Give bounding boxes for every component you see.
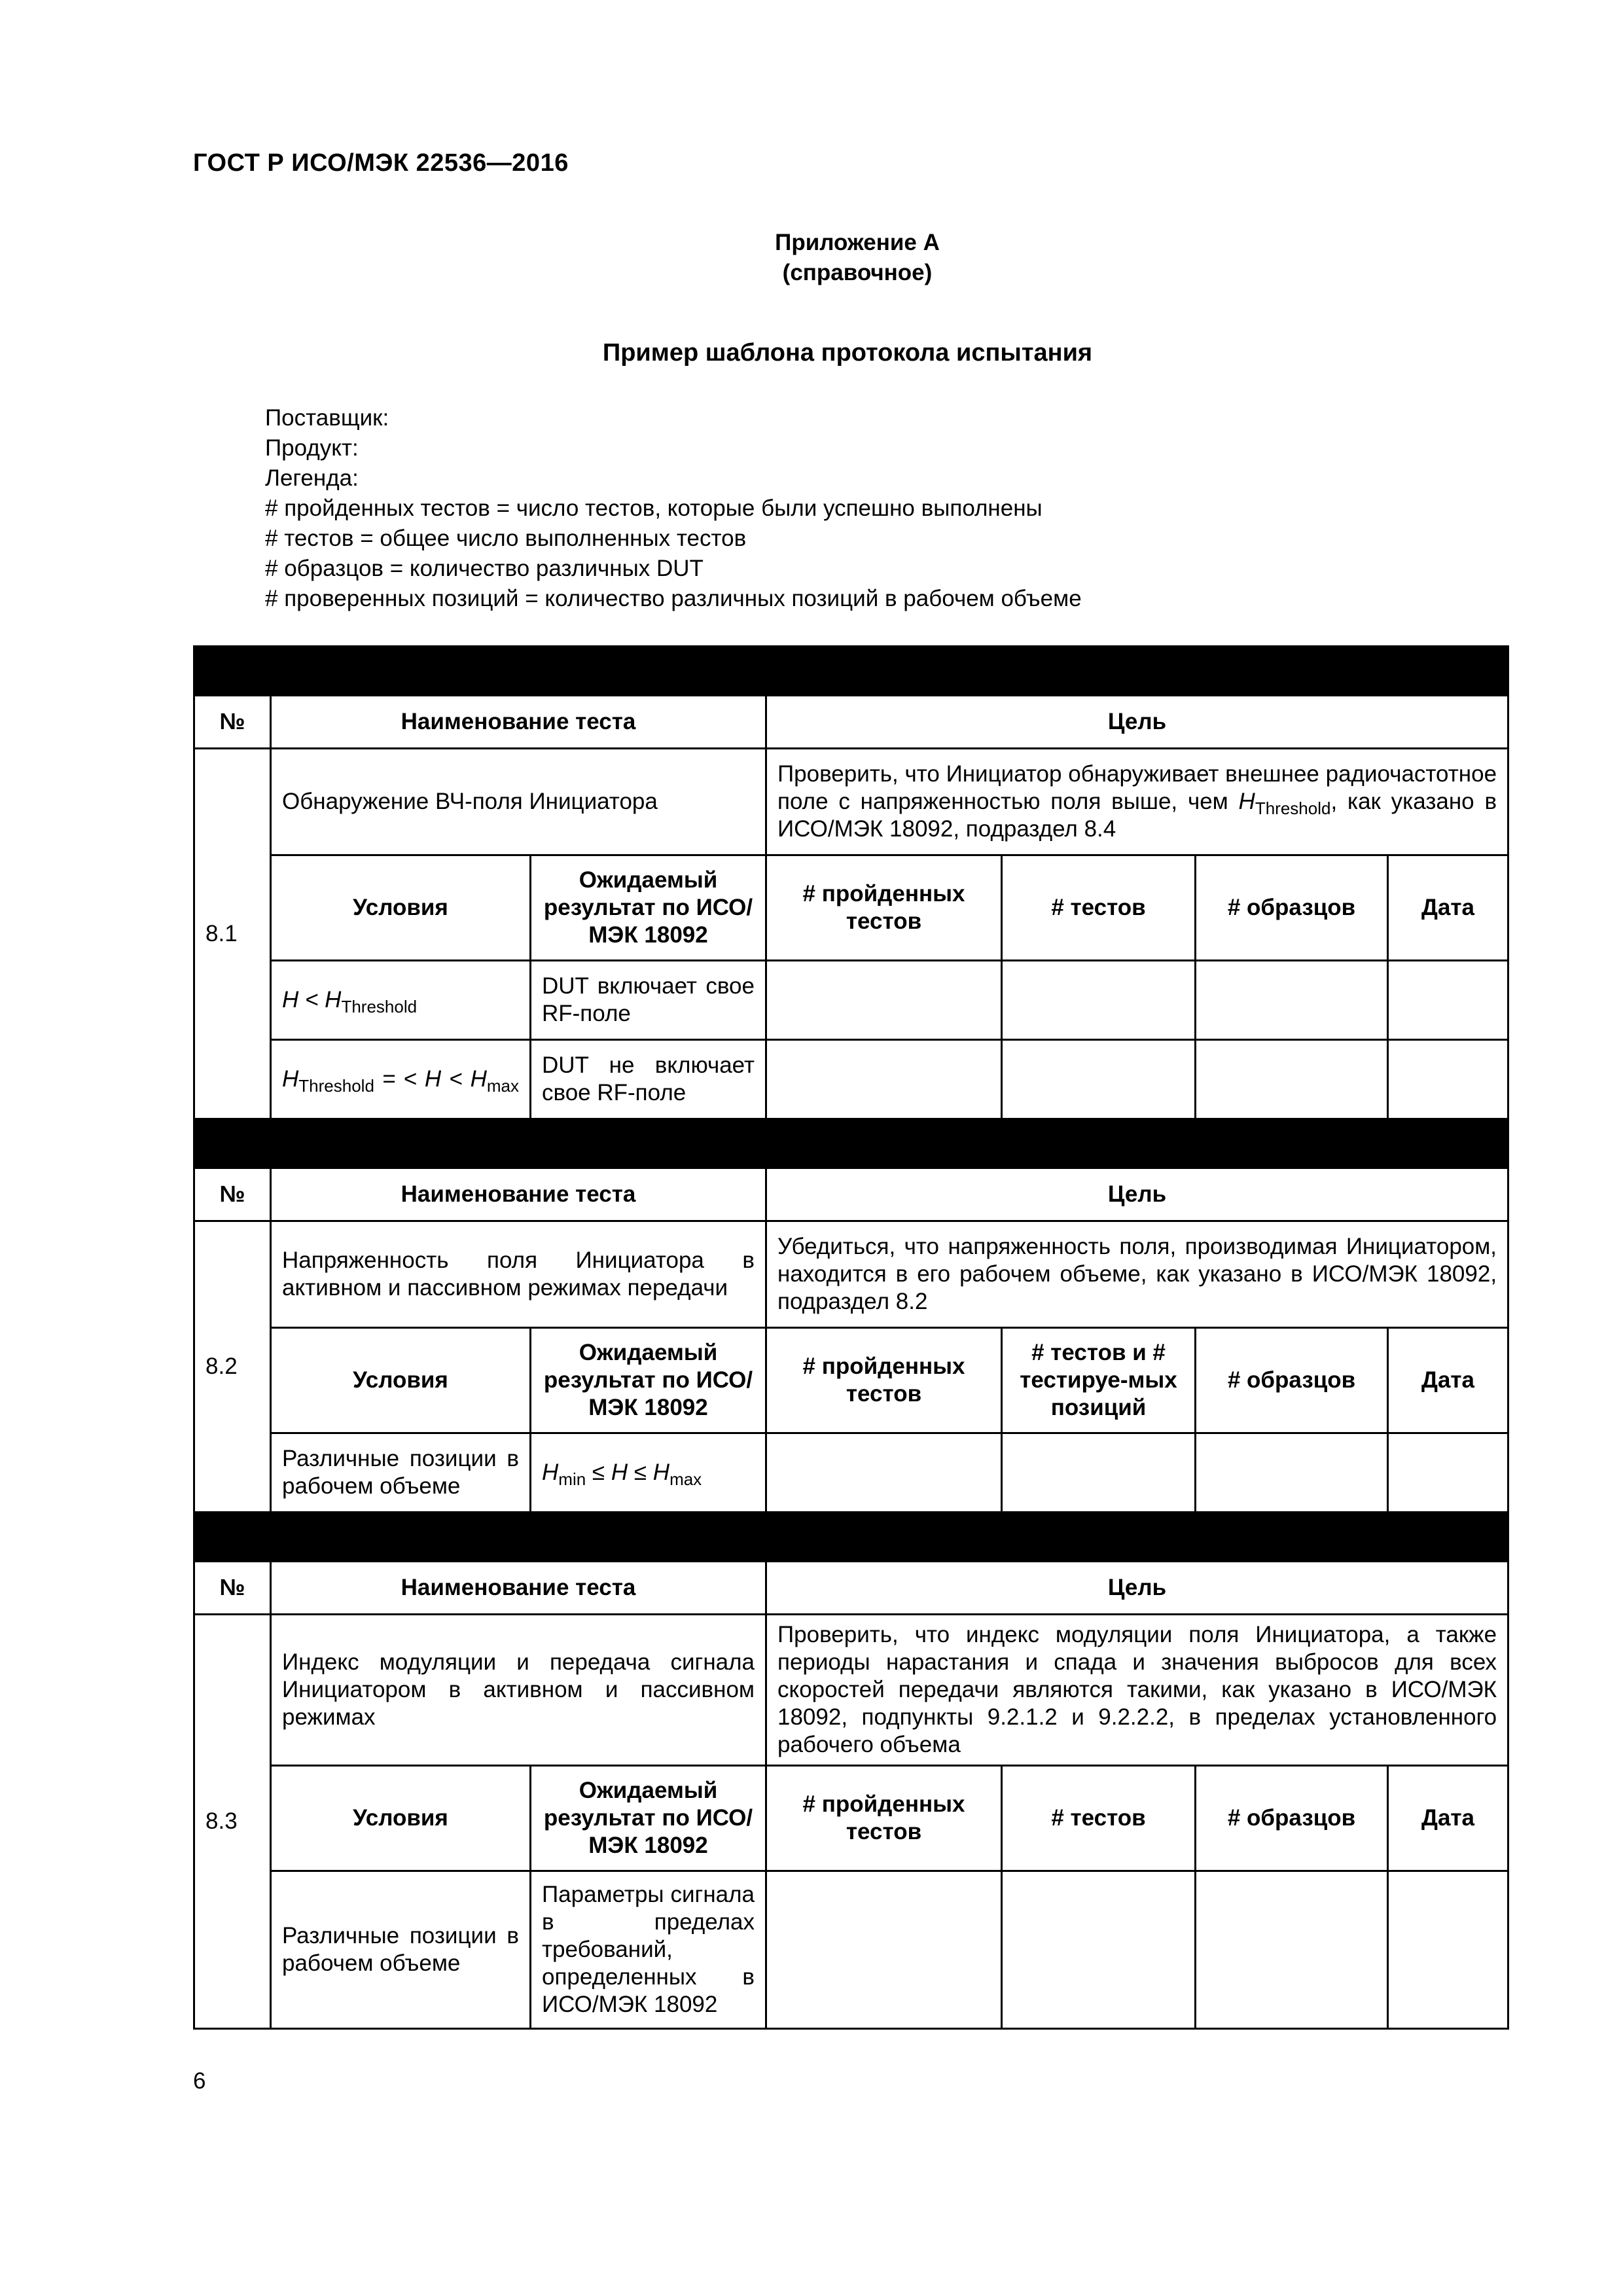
legend-item: # образцов = количество различных DUT	[265, 556, 704, 581]
expected-cell: DUT включает свое RF-поле	[531, 961, 766, 1040]
protocol-fields	[265, 403, 1082, 614]
condition-row	[194, 961, 1508, 1040]
samples-header: # образцов	[1196, 1766, 1388, 1871]
test-row	[194, 1615, 1508, 1766]
passed-cell[interactable]	[766, 961, 1002, 1040]
document-title: Пример шаблона протокола испытания	[602, 339, 1093, 367]
expected-header: Ожидаемый результат по ИСО/МЭК 18092	[531, 1766, 766, 1871]
test-name: Обнаружение ВЧ-поля Инициатора	[271, 749, 766, 855]
expected-cell: $H_{min} \le H \le H_{max}$	[531, 1433, 766, 1513]
condition-cell: Различные позиции в рабочем объеме	[271, 1871, 531, 2029]
samples-cell[interactable]	[1196, 1040, 1388, 1119]
tests-positions-header: # тестов и # тестируе-мых позиций	[1002, 1328, 1196, 1433]
test-name: Напряженность поля Инициатора в активном и пассивном режимах передачи	[271, 1221, 766, 1328]
supplier-field: Поставщик:	[265, 405, 389, 431]
col-num-header: №	[194, 1168, 271, 1221]
appendix-title: Приложение А	[775, 230, 940, 255]
samples-cell[interactable]	[1196, 961, 1388, 1040]
test-goal: Убедиться, что напряженность поля, производимая Инициатором, находится в его рабочем объеме, как указано в ИСО/МЭК 18092, подраздел 8.2	[766, 1221, 1508, 1328]
expected-header: Ожидаемый результат по ИСО/МЭК 18092	[531, 1328, 766, 1433]
test-name: Индекс модуляции и передача сигнала Инициатором в активном и пассивном режимах	[271, 1615, 766, 1766]
date-cell[interactable]	[1388, 1040, 1508, 1119]
tests-cell[interactable]	[1002, 1871, 1196, 2029]
section-separator-bar	[194, 1513, 1508, 1562]
test-row	[194, 1221, 1508, 1328]
legend-item: # тестов = общее число выполненных тестов	[265, 526, 747, 551]
test-number: 8.2	[194, 1221, 271, 1513]
condition-cell: Различные позиции в рабочем объеме	[271, 1433, 531, 1513]
appendix-heading	[772, 228, 942, 288]
col-goal-header: Цель	[766, 696, 1508, 749]
expected-cell: Параметры сигнала в пределах требований, определенных в ИСО/МЭК 18092	[531, 1871, 766, 2029]
test-number: 8.3	[194, 1615, 271, 2029]
samples-cell[interactable]	[1196, 1433, 1388, 1513]
conditions-header-row	[194, 1766, 1508, 1871]
conditions-header-row	[194, 855, 1508, 961]
tests-cell[interactable]	[1002, 961, 1196, 1040]
test-number: 8.1	[194, 749, 271, 1119]
passed-cell[interactable]	[766, 1433, 1002, 1513]
tests-header: # тестов	[1002, 855, 1196, 961]
appendix-subtitle: (справочное)	[782, 260, 933, 285]
date-cell[interactable]	[1388, 1871, 1508, 2029]
date-cell[interactable]	[1388, 961, 1508, 1040]
section-separator-bar	[194, 647, 1508, 696]
conditions-header: Условия	[271, 1766, 531, 1871]
section-separator-bar	[194, 1119, 1508, 1168]
samples-cell[interactable]	[1196, 1871, 1388, 2029]
col-num-header: №	[194, 696, 271, 749]
tests-header: # тестов	[1002, 1766, 1196, 1871]
conditions-header: Условия	[271, 855, 531, 961]
tests-cell[interactable]	[1002, 1433, 1196, 1513]
test-row	[194, 749, 1508, 855]
condition-cell: $H < H_{Threshold}$	[271, 961, 531, 1040]
col-goal-header: Цель	[766, 1562, 1508, 1615]
passed-header: # пройденных тестов	[766, 1766, 1002, 1871]
tests-cell[interactable]	[1002, 1040, 1196, 1119]
test-protocol-table	[193, 645, 1509, 2030]
document-header: ГОСТ Р ИСО/МЭК 22536—2016	[193, 149, 569, 177]
col-test-name-header: Наименование теста	[271, 1168, 766, 1221]
expected-cell: DUT не включает свое RF-поле	[531, 1040, 766, 1119]
date-header: Дата	[1388, 1328, 1508, 1433]
passed-header: # пройденных тестов	[766, 855, 1002, 961]
samples-header: # образцов	[1196, 1328, 1388, 1433]
date-cell[interactable]	[1388, 1433, 1508, 1513]
col-test-name-header: Наименование теста	[271, 1562, 766, 1615]
conditions-header: Условия	[271, 1328, 531, 1433]
condition-row	[194, 1871, 1508, 2029]
passed-header: # пройденных тестов	[766, 1328, 1002, 1433]
conditions-header-row	[194, 1328, 1508, 1433]
samples-header: # образцов	[1196, 855, 1388, 961]
test-goal: Проверить, что Инициатор обнаруживает внешнее радиочастотное поле с напряженностью поля выше, чем $H_{Threshold}$, как указано в ИСО/МЭК 18092, подраздел 8.4	[766, 749, 1508, 855]
passed-cell[interactable]	[766, 1040, 1002, 1119]
test-goal: Проверить, что индекс модуляции поля Инициатора, а также периоды нарастания и спада и значения выбросов для всех скоростей передачи являются такими, как указано в ИСО/МЭК 18092, подпункты 9.2.1.2 и 9.2.2.2, в пределах установленного рабочего объема	[766, 1615, 1508, 1766]
col-test-name-header: Наименование теста	[271, 696, 766, 749]
condition-row	[194, 1040, 1508, 1119]
expected-header: Ожидаемый результат по ИСО/МЭК 18092	[531, 855, 766, 961]
legend-item: # пройденных тестов = число тестов, которые были успешно выполнены	[265, 495, 1043, 521]
date-header: Дата	[1388, 855, 1508, 961]
date-header: Дата	[1388, 1766, 1508, 1871]
col-num-header: №	[194, 1562, 271, 1615]
test-header-row	[194, 696, 1508, 749]
product-field: Продукт:	[265, 435, 359, 461]
condition-cell: $H_{Threshold}$ = < $H < H_{max}$	[271, 1040, 531, 1119]
test-header-row	[194, 1562, 1508, 1615]
condition-row	[194, 1433, 1508, 1513]
legend-label: Легенда:	[265, 465, 359, 491]
legend-item: # проверенных позиций = количество различных позиций в рабочем объеме	[265, 586, 1082, 611]
passed-cell[interactable]	[766, 1871, 1002, 2029]
page-number: 6	[193, 2068, 206, 2094]
col-goal-header: Цель	[766, 1168, 1508, 1221]
test-header-row	[194, 1168, 1508, 1221]
